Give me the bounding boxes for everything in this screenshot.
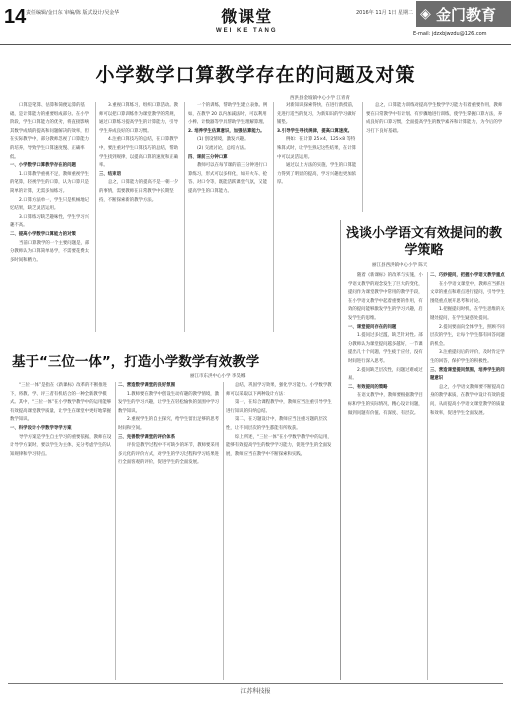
paragraph: 1.把握提问时机，在学生思维的关键处提问，在学生疑惑处提问。 (430, 307, 505, 321)
article3-byline: 丽江市东洪中心小学 李昊娜 (190, 374, 246, 379)
column-divider (223, 382, 224, 680)
paragraph: 教师可以在每节课的前三分钟进行口算练习，形式可以多样化，如开火车、抢答、对口令等，既能活跃课堂气氛，又能提高学生的口算能力。 (188, 163, 268, 194)
editor-info: 责任编辑/金日东 审编/陈 版式设计/吴金华 (26, 10, 120, 16)
paragraph: 3.重视口算练习，组织口算活动。教师可以把口算训练作为课堂教学的常规，通过口算练习提高学生的计算能力，引导学生养成良好的口算习惯。 (99, 103, 179, 134)
paragraph: 2.提问缺乏层次性，问题过难或过易。 (348, 367, 423, 382)
paragraph: 综上所述，“三位一体”在小学数学教学中的运用，能够有效提高学生的数学学习能力，促进学生的全面发展，教师应当在教学中不断探索和实践。 (226, 434, 332, 457)
subheading: 三、营造课堂提问氛围，培养学生的问题意识 (430, 367, 505, 382)
subheading: 一、课堂提问存在的问题 (348, 324, 397, 330)
subheading: 一、小学数学口算教学存在的问题 (10, 163, 76, 169)
article1-byline: 西洪县金坡镇中心小学 江青青 (290, 96, 350, 101)
paragraph: 2.口算方法单一，学生只是机械地记忆结果，缺乏灵活运用。 (10, 197, 90, 212)
paragraph: 随着《新课标》的改革与实施，小学语文教学的观念发生了巨大的变化，提问作为课堂教学中常用的教学手段，在小学语文教学中起着重要的作用，有效的提问能够激发学生的学习兴趣，启发学生的思维。 (348, 273, 423, 321)
paragraph: 导学方案是学生自主学习的重要依据，教师在设计导学方案时，要以学生为主体，充分考虑学生的认知规律和学习特点。 (10, 434, 112, 457)
section-divider (340, 220, 341, 680)
paragraph: 例如：在计算 25×4、125×8 等特殊算式时，让学生熟记这些结果，在计算中可以灵活运用。 (277, 137, 357, 160)
column-divider (115, 382, 116, 680)
subheading: 2. 培养学生估算意识，加强估算能力。 (188, 128, 265, 134)
paragraph: 1.口算教学重视不足，教师重视学生的笔算，轻视学生的口算，认为口算只是简单的计算，无需多加练习。 (10, 171, 90, 194)
paragraph: 4.注重口算技巧的总结，在口算教学中，要注重对学生口算技巧的总结，帮助学生找到规律，以提高口算的速度和正确率。 (99, 137, 179, 169)
subheading: 二、提高小学数学口算能力的对策 (10, 231, 76, 237)
article1-col3 (188, 102, 270, 332)
article1-col5 (366, 102, 504, 212)
article2-title: 浅谈小学语文有效提问的教学策略 (345, 226, 502, 258)
paragraph: 在小学语文课堂中，教师应当抓住文章的重点和难点进行提问，引导学生围绕重点展开思考和讨论。 (430, 281, 505, 304)
paragraph: 一个的训练，帮助学生建立表象。例如，在教学 20 以内加减法时，可以利用小棒、计数器等学具帮助学生理解算理。 (188, 103, 268, 126)
paragraph: 2.提问要面向全体学生，照顾不同层次的学生，让每个学生都有回答问题的机会。 (430, 324, 505, 347)
article3-title: 基于“三位一体”，打造小学数学有效教学 (12, 354, 260, 370)
subheading: 二、营造数学课堂的良好氛围 (118, 383, 176, 388)
paragraph: 总之，小学语文教师要不断提高自身的教学素质，在教学中设计有效的提问，从而提高小学语文课堂教学的质量和效率，促进学生全面发展。 (430, 384, 505, 416)
column-title: 微课堂 (221, 7, 273, 26)
paragraph: 口算是笔算、估算和简便运算的基础，是计算能力的重要组成部分。在小学阶段，学生口算能力的优劣，将直接影响其数学成绩的提高和问题解决的效率，但在实际教学中，部分教师忽视了口算能力的培养，导致学生口算速度慢、正确率低。 (10, 103, 90, 160)
column-divider (362, 102, 363, 212)
paragraph: 第二，在习题设计中，教师应当注重习题的层次性，让不同层次的学生都能有所收获。 (226, 417, 328, 431)
paragraph: 总结，巩固学习效果，强化学习能力。小学数学教师可以采取以下两种设计方法： (226, 383, 332, 397)
paragraph: 3.口算练习缺乏趣味性，学生学习兴趣不高。 (10, 214, 90, 229)
paragraph: 1.提问过多过滥，缺乏针对性。部分教师认为课堂提问越多越好，一节课提出几十个问题，学生疲于应付，没有时间进行深入思考。 (348, 333, 423, 364)
paragraph: 对新知识探索得快，在进行新授前，先进行适当的复习，为新知识的学习做好铺垫。 (277, 103, 357, 126)
subheading: 二、巧妙提问，把握小学语文教学重点 (430, 273, 505, 278)
article1-col4 (277, 102, 359, 212)
column-divider (184, 102, 185, 332)
paragraph: 评价是教学过程中不可缺少的环节，教师要采用多元化的评价方式，对学生的学习过程和学习结果进行全面客观的评价，促进学生的全面发展。 (118, 443, 220, 466)
column-divider (273, 102, 274, 332)
column-divider (95, 102, 96, 332)
header-rule (0, 44, 511, 45)
footer-rule (8, 683, 503, 684)
paragraph: 总之，口算能力的提高不是一朝一夕的事情，需要教师在日常教学中长期坚持，不断探索新的教学方法。 (99, 180, 179, 203)
subheading: 三、结束语 (99, 171, 121, 177)
article2-col1 (348, 272, 424, 680)
article2-col2 (430, 272, 506, 680)
article3-col3 (226, 382, 334, 680)
paragraph: (2) 交流讨论，总结方法。 (197, 145, 249, 151)
subheading: 二、有效提问的策略 (348, 384, 388, 390)
page-number: 14 (4, 6, 27, 28)
article3-col1 (10, 382, 112, 680)
shield-icon: ◈ (420, 6, 431, 22)
column-subtitle: WEI KE TANG (216, 28, 278, 34)
article3-col2 (118, 382, 220, 680)
paragraph: 当前口算教学的一个主要问题是，部分教师认为口算简单易学，不需要花费太多时间和精力。 (10, 240, 90, 263)
column-divider (427, 272, 428, 680)
article1-col2 (99, 102, 181, 332)
paragraph: “三位一体”是指在《新课标》改革的不断推进下，将教、学、评三者有机结合的一种全新教学模式。其中，“三位一体”在小学数学教学中的运用能够有效提高课堂教学质量，让学生在课堂中更好地掌握数学知识。 (10, 383, 112, 423)
article1-col1 (10, 102, 92, 332)
paragraph: (1) 创设情境，激发兴趣。 (197, 137, 249, 143)
subheading: 一、科学设计小学数学导学方案 (10, 425, 72, 431)
issue-date: 2016年 11月 1日 星期二 (356, 10, 414, 16)
paragraph: 第一，在综合课程教学中，教师应当注重引导学生进行知识的归纳总结。 (226, 400, 332, 414)
subheading: 3.引导学生寻找规律，提高口算速度。 (277, 128, 352, 134)
article1-title: 小学数学口算教学存在的问题及对策 (95, 64, 416, 86)
paragraph: 2.重视学生的自主探究，给学生留出足够的思考时间和空间。 (118, 417, 220, 431)
paragraph: 总之，口算能力训练对提高学生数学学习能力有着重要作用，教师要在日常教学中有计划、有步骤地进行训练，使学生掌握口算方法，养成良好的口算习惯，全面提高学生的数学素养和计算能力，为今后的学习打下良好基础。 (366, 103, 503, 134)
paragraph: 在语文教学中，教师要根据教学目标和学生的实际情况，精心设计问题，做到问题有价值、有深度、有层次。 (348, 393, 423, 416)
brand-banner (416, 1, 511, 27)
publisher-name: 江苏科技报 (240, 688, 271, 695)
brand-name: 金门教育 (436, 6, 497, 24)
subheading: 四、课前三分钟口算 (188, 154, 228, 160)
column-heading (216, 4, 278, 34)
page-header (0, 0, 511, 46)
article2-byline: 丽江县西洪镇中心小学 陈天 (372, 263, 428, 268)
contact-email: E-mail: jdzxbjwzdu@126.com (413, 31, 487, 37)
paragraph: 1.教师要在教学中创设生动有趣的教学情境，激发学生的学习兴趣，让学生在轻松愉快的氛围中学习数学知识。 (118, 391, 220, 414)
subheading: 三、完善数学课堂的评价体系 (118, 434, 176, 440)
paragraph: 3.注重提问后的评价，及时肯定学生的回答，保护学生的积极性。 (430, 350, 505, 364)
paragraph: 通过以上方法的实施，学生的口算能力得到了明显的提高，学习兴趣也更加浓厚。 (277, 163, 357, 186)
